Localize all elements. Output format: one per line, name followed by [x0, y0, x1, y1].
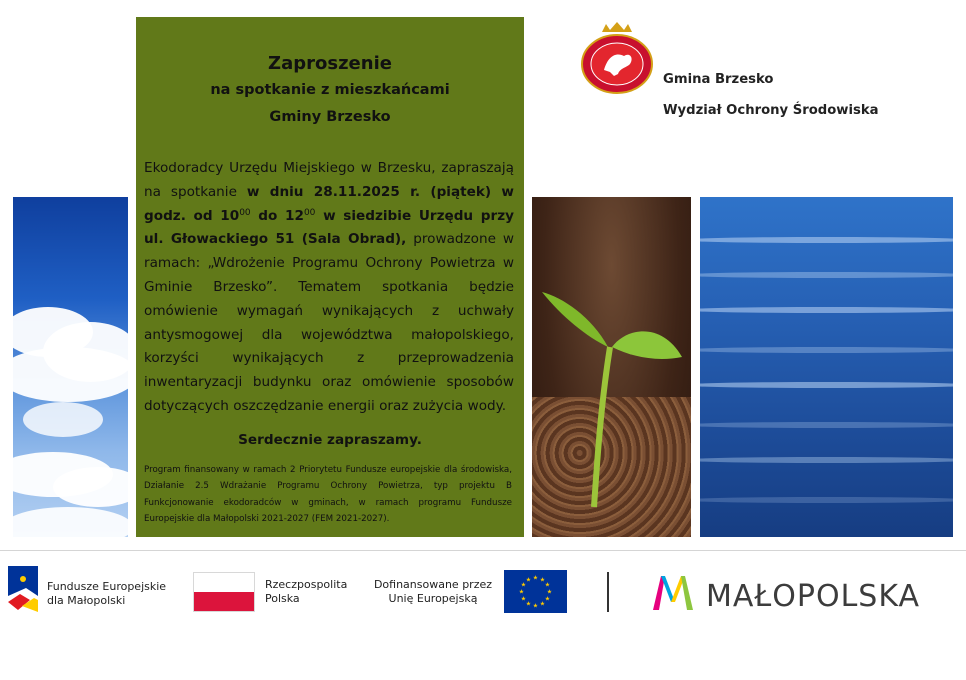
svg-text:★: ★ — [532, 574, 539, 582]
invitation-body — [144, 157, 514, 419]
svg-text:★: ★ — [525, 600, 532, 608]
rp-line-2: Polska — [265, 592, 300, 605]
rzeczpospolita-label — [265, 578, 347, 606]
fundusze-europejskie-flag-icon — [8, 566, 38, 618]
poland-flag-icon — [193, 572, 255, 612]
svg-text:★: ★ — [546, 588, 553, 596]
closing-text: Serdecznie zapraszamy. — [238, 432, 422, 448]
body-date: w dniu 28.11.2025 r. (piątek) w godz. od 10 — [144, 183, 514, 224]
svg-text:★: ★ — [520, 581, 527, 589]
svg-text:★: ★ — [544, 595, 551, 603]
eu-flag-icon — [504, 570, 567, 613]
svg-text:★: ★ — [539, 600, 546, 608]
sky-clouds-photo — [13, 197, 128, 537]
eu-cofinanced-label — [366, 578, 500, 606]
malopolska-wordmark: MAŁOPOLSKA — [706, 579, 921, 614]
malopolska-m-icon — [651, 572, 695, 612]
water-surface-photo — [700, 197, 953, 537]
invitation-panel — [136, 17, 524, 537]
footer-separator — [607, 572, 609, 612]
seedling-soil-photo — [532, 197, 691, 537]
svg-text:★: ★ — [518, 588, 525, 596]
footer-divider — [0, 550, 966, 551]
seedling-icon — [532, 197, 691, 537]
invitation-title: Zaproszenie — [268, 53, 392, 74]
coat-of-arms-icon — [580, 22, 654, 94]
body-time-end-minutes: 00 — [303, 207, 316, 218]
eu-line-1: Dofinansowane przez — [373, 578, 493, 591]
org-name: Gmina Brzesko — [663, 72, 774, 87]
body-time-start-minutes: 00 — [239, 207, 251, 218]
body-intro: Ekodoradcy Urzędu Miejskiego w Brzesku, zapraszają na spotkanie — [144, 160, 514, 200]
svg-text:★: ★ — [525, 576, 532, 584]
svg-text:★: ★ — [544, 581, 551, 589]
fe-line-2: dla Małopolski — [47, 594, 126, 607]
body-time-to: do 12 — [250, 207, 304, 224]
body-location: w siedzibie Urzędu przy ul. Głowackiego 51 (Sala Obrad), — [144, 207, 514, 248]
funding-note: Program finansowany w ramach 2 Priorytetu Fundusze europejskie dla środowiska, Działanie 2.5 Wdrażanie Programu Ochrony Powietrza, typ projektu B Funkcjonowanie ekodoradców w gminach, w ramach programu Fundusze Europejskie dla Małopolski 2021-2027 (FEM 2021-2027). — [144, 465, 512, 524]
svg-text:★: ★ — [532, 602, 539, 610]
org-department: Wydział Ochrony Środowiska — [663, 103, 879, 118]
invitation-subtitle-1: na spotkanie z mieszkańcami — [210, 82, 450, 98]
svg-text:★: ★ — [520, 595, 527, 603]
eu-line-2: Unię Europejską — [388, 592, 478, 605]
fe-line-1: Fundusze Europejskie — [47, 580, 167, 593]
body-description: prowadzone w ramach: „Wdrożenie Programu Ochrony Powietrza w Gminie Brzesko”. Tematem spotkania będzie omówienie wymagań wynikających z uchwały antysmogowej dla województwa małopolskiego, korzyści wynikających z przeprowadzenia inwentaryzacji budynku oraz omówienie sposobów dotyczących oszczędzanie energii oraz zużycia wody. — [144, 231, 514, 414]
rp-line-1: Rzeczpospolita — [265, 578, 348, 591]
fundusze-europejskie-label — [47, 580, 166, 608]
svg-text:★: ★ — [539, 576, 546, 584]
invitation-subtitle-2: Gminy Brzesko — [269, 109, 391, 125]
